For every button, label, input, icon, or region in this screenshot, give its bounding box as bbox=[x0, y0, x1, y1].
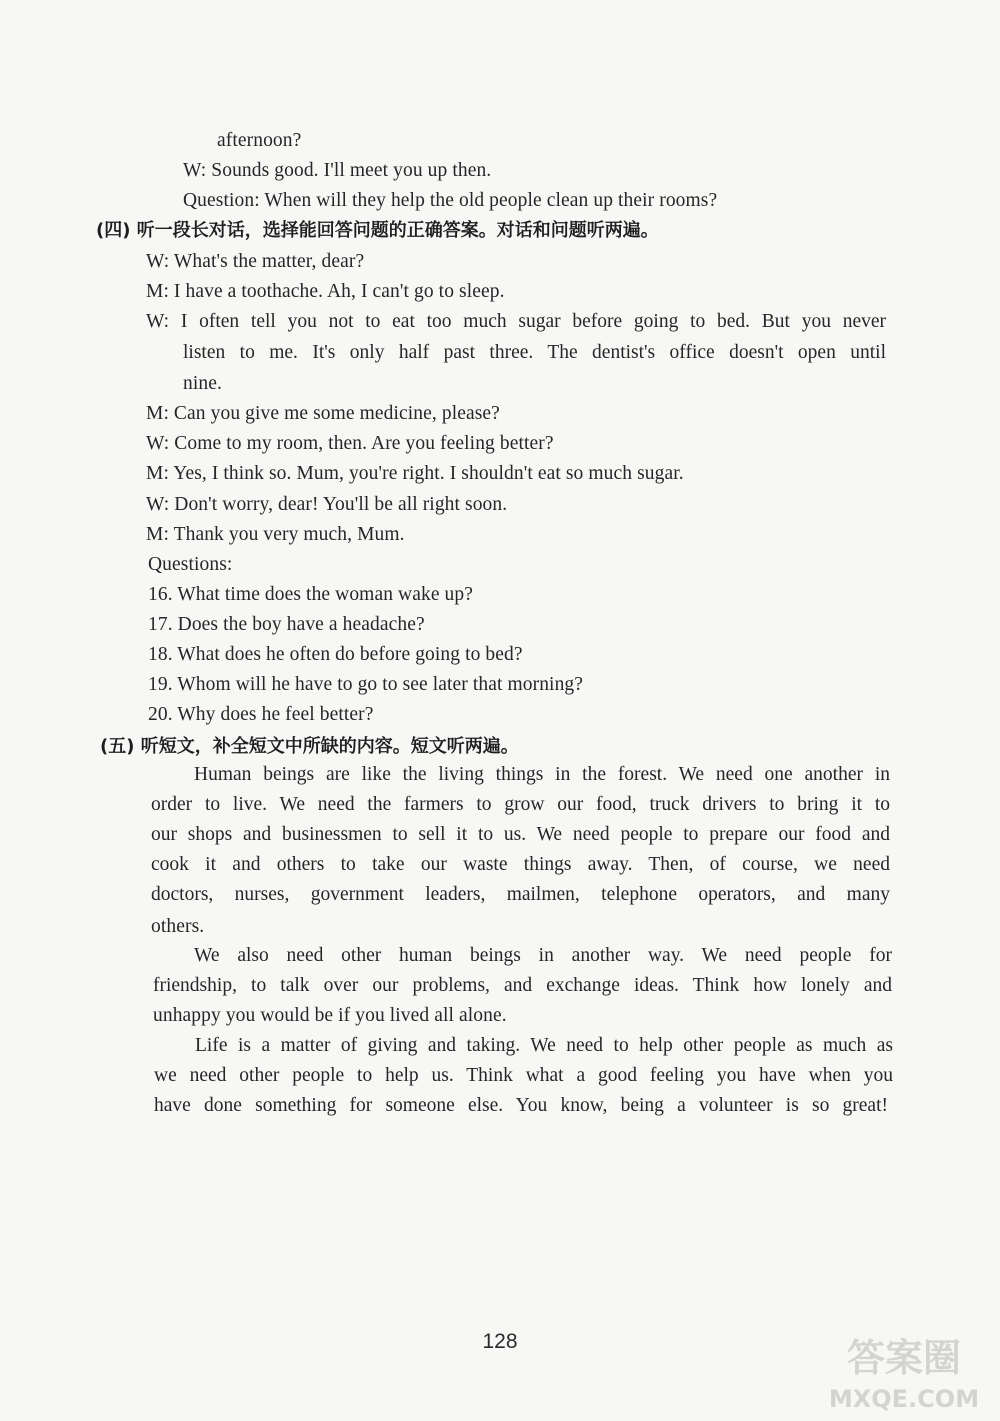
passage-line: unhappy you would be if you lived all alone. bbox=[153, 1005, 507, 1026]
question-item: 20. Why does he feel better? bbox=[148, 704, 374, 725]
conversation-continued-line: afternoon? bbox=[217, 130, 302, 151]
page-number: 128 bbox=[482, 1330, 518, 1353]
passage-line: order to live. We need the farmers to grow our food, truck drivers to bring it to bbox=[151, 794, 890, 815]
section5-heading: (五) 听短文，补全短文中所缺的内容。短文听两遍。 bbox=[100, 736, 519, 757]
dialogue-line: M: Yes, I think so. Mum, you're right. I shouldn't eat so much sugar. bbox=[146, 463, 684, 484]
dialogue-line-long: listen to me. It's only half past three. The dentist's office doesn't open until bbox=[183, 342, 886, 363]
dialogue-line-long: W: I often tell you not to eat too much sugar before going to bed. But you never bbox=[146, 311, 886, 332]
passage-line: cook it and others to take our waste things away. Then, of course, we need bbox=[151, 854, 890, 875]
passage-line: friendship, to talk over our problems, and exchange ideas. Think how lonely and bbox=[153, 975, 892, 996]
passage-line: have done something for someone else. You know, being a volunteer is so great! bbox=[154, 1095, 888, 1116]
passage-line: others. bbox=[151, 916, 205, 937]
passage-line: we need other people to help us. Think what a good feeling you have when you bbox=[154, 1065, 893, 1086]
conversation-question: Question: When will they help the old people clean up their rooms? bbox=[183, 190, 718, 211]
question-item: 18. What does he often do before going to bed? bbox=[148, 644, 523, 665]
conversation-w-reply: W: Sounds good. I'll meet you up then. bbox=[183, 160, 492, 181]
watermark-logo-icon bbox=[814, 1327, 994, 1417]
passage-line: Human beings are like the living things in the forest. We need one another in bbox=[194, 764, 890, 785]
question-item: 16. What time does the woman wake up? bbox=[148, 584, 474, 605]
dialogue-line-long: nine. bbox=[183, 373, 222, 394]
passage-line: doctors, nurses, government leaders, mailmen, telephone operators, and many bbox=[151, 884, 890, 905]
passage-line: Life is a matter of giving and taking. We need to help other people as much as bbox=[195, 1035, 893, 1056]
dialogue-line: M: Can you give me some medicine, please? bbox=[146, 403, 500, 424]
dialogue-line: W: Don't worry, dear! You'll be all right soon. bbox=[146, 494, 508, 515]
watermark-text-bottom: MXQE.COM bbox=[828, 1385, 980, 1413]
watermark-text-top: 答案圈 bbox=[846, 1336, 962, 1380]
section4-heading: (四) 听一段长对话，选择能回答问题的正确答案。对话和问题听两遍。 bbox=[96, 220, 659, 241]
dialogue-line: M: Thank you very much, Mum. bbox=[146, 524, 405, 545]
question-item: 17. Does the boy have a headache? bbox=[148, 614, 425, 635]
dialogue-line: M: I have a toothache. Ah, I can't go to sleep. bbox=[146, 281, 505, 302]
passage-line: We also need other human beings in another way. We need people for bbox=[194, 945, 892, 966]
passage-line: our shops and businessmen to sell it to us. We need people to prepare our food and bbox=[151, 824, 890, 845]
dialogue-line: W: Come to my room, then. Are you feeling better? bbox=[146, 433, 554, 454]
question-item: 19. Whom will he have to go to see later that morning? bbox=[148, 674, 584, 695]
questions-label: Questions: bbox=[148, 554, 233, 575]
dialogue-line: W: What's the matter, dear? bbox=[146, 251, 365, 272]
